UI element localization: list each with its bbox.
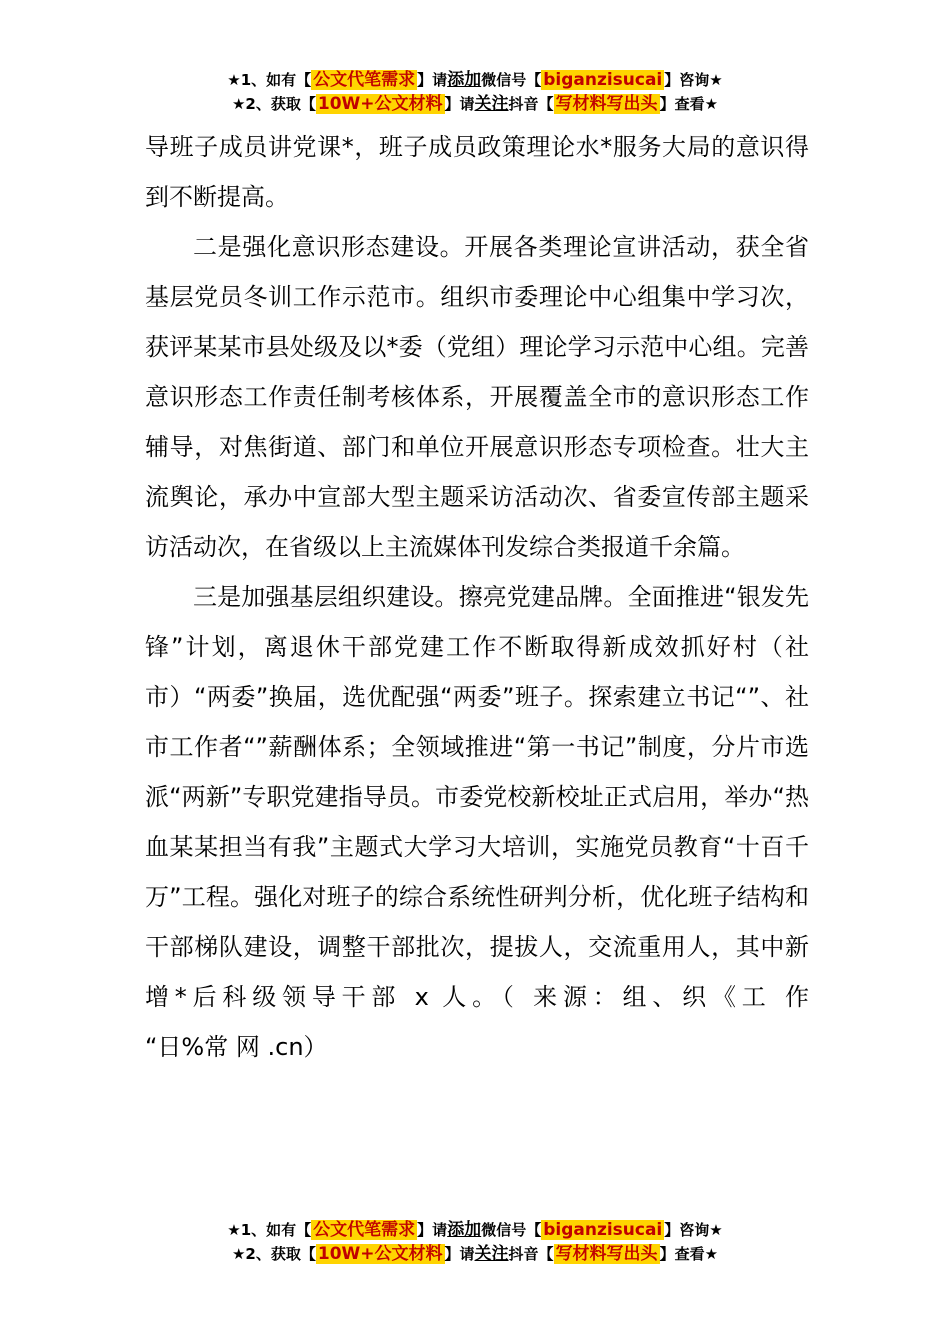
document-body: [145, 122, 809, 1072]
banner-highlight: 10W+公文材料: [317, 1244, 443, 1264]
banner-underlined: 关注: [474, 94, 509, 114]
banner-highlight: 写材料写出头: [555, 1244, 658, 1264]
banner-text: 】请: [417, 71, 448, 89]
banner-text: 微信号【: [481, 71, 542, 89]
banner-underlined: 添加: [447, 1220, 482, 1240]
paragraph-1: 导班子成员讲党课*，班子成员政策理论水*服务大局的意识得到不断提高。: [145, 133, 809, 211]
banner-text: 】查看★: [659, 95, 719, 113]
banner-highlight: 公文代笔需求: [313, 70, 416, 90]
banner-text: ★2、获取【: [231, 1245, 316, 1263]
banner-text: 】请: [444, 95, 475, 113]
banner-line-1: [0, 68, 950, 92]
banner-text: 微信号【: [481, 1221, 542, 1239]
banner-text: 】请: [444, 1245, 475, 1263]
top-banner: [0, 68, 950, 116]
banner-underlined: 关注: [474, 1244, 509, 1264]
banner-text: 】咨询★: [664, 1221, 723, 1239]
bottom-banner: [0, 1218, 950, 1266]
banner-highlight: biganzisucai: [543, 1220, 663, 1240]
banner-highlight: 公文代笔需求: [313, 1220, 416, 1240]
banner-text: 】咨询★: [664, 71, 723, 89]
banner-line-2: [0, 92, 950, 116]
banner-text: 】查看★: [659, 1245, 719, 1263]
banner-text: ★2、获取【: [231, 95, 316, 113]
banner-text: 】请: [417, 1221, 448, 1239]
banner-underlined: 添加: [447, 70, 482, 90]
paragraph-3-tail: “日%常 网 .cn）: [145, 1033, 328, 1061]
banner-text: 抖音【: [508, 1245, 554, 1263]
paragraph-2: 二是强化意识形态建设。开展各类理论宣讲活动，获全省基层党员冬训工作示范市。组织市委理论中心组集中学习次，获评某某市县处级及以*委（党组）理论学习示范中心组。完善意识形态工作责任制考核体系，开展覆盖全市的意识形态工作辅导，对焦街道、部门和单位开展意识形态专项检查。壮大主流舆论，承办中宣部大型主题采访活动次、省委宣传部主题采访活动次，在省级以上主流媒体刊发综合类报道千余篇。: [145, 233, 809, 561]
banner-text: ★1、如有【: [227, 71, 312, 89]
banner-highlight: 写材料写出头: [555, 94, 658, 114]
banner-highlight: biganzisucai: [543, 70, 663, 90]
banner-text: 抖音【: [508, 95, 554, 113]
banner-line-1: [0, 1218, 950, 1242]
paragraph-3: 三是加强基层组织建设。擦亮党建品牌。全面推进“银发先锋”计划，离退休干部党建工作不断取得新成效抓好村（社市）“两委”换届，选优配强“两委”班子。探索建立书记“”、社市工作者“”薪酬体系；全领域推进“第一书记”制度，分片市选派“两新”专职党建指导员。市委党校新校址正式启用，举办“热血某某担当有我”主题式大学习大培训，实施党员教育“十百千万”工程。强化对班子的综合系统性研判分析，优化班子结构和干部梯队建设，调整干部批次，提拔人，交流重用人，其中新增*后科级领导干部 x 人。（ 来源：组、织《工 作: [145, 583, 809, 1011]
banner-highlight: 10W+公文材料: [317, 94, 443, 114]
banner-line-2: [0, 1242, 950, 1266]
banner-text: ★1、如有【: [227, 1221, 312, 1239]
